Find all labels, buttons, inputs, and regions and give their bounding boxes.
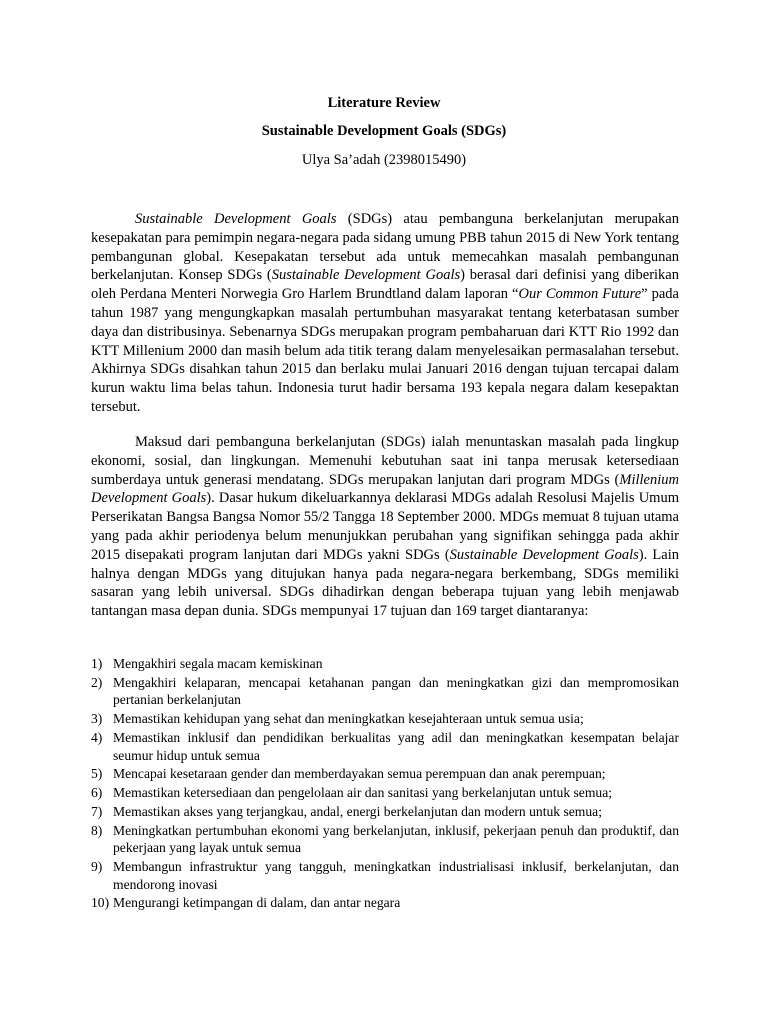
goals-list: [91, 655, 679, 913]
term-italic: Sustainable Development Goals: [449, 546, 639, 563]
paragraph-text: Maksud dari pembanguna berkelanjutan (SDGs) ialah menuntaskan masalah pada lingkup ekonomi, sosial, dan lingkungan. Memenuhi kebutuhan saat ini tanpa merusak ketersediaan sumberdaya untuk generasi mendatang. SDGs merupakan lanjutan dari program MDGs (: [91, 434, 679, 488]
list-item: [91, 710, 679, 728]
term-italic: Millenium Development Goals: [91, 471, 679, 507]
list-number: 6): [91, 785, 103, 801]
list-item: [91, 674, 679, 709]
list-number: 8): [91, 822, 103, 838]
list-text: Memastikan kehidupan yang sehat dan meningkatkan kesejahteraan untuk semua usia;: [113, 711, 584, 727]
list-text: Memastikan inklusif dan pendidikan berkualitas yang adil dan meningkatkan kesempatan belajar seumur hidup untuk semua: [113, 729, 679, 763]
list-text: Memastikan ketersediaan dan pengelolaan air dan sanitasi yang berkelanjutan untuk semua;: [113, 785, 613, 801]
paragraph-text: ) berasal dari definisi yang diberikan oleh Perdana Menteri Norwegia Gro Harlem Brundtland dalam laporan “: [91, 267, 679, 303]
list-number: 9): [91, 859, 103, 875]
document-author: Ulya Sa’adah (2398015490): [301, 152, 467, 168]
paragraph-2: [91, 433, 679, 621]
term-italic: Sustainable Development Goals: [271, 267, 461, 284]
paragraph-text: ” pada tahun 1987 yang mengungkapkan masalah pertumbuhan masyarakat tentang keterbatasan sumber daya dan distribusinya. Sebenarnya SDGs merupakan program pembaharuan dari KTT Rio 1992 dan KTT Millenium 2000 dan masih belum ada titik terang dalam menyelesaikan permasalahan tersebut. Akhirnya SDGs disahkan tahun 2015 dan berlaku mulai Januari 2016 dengan tujuan tercapai dalam kurun waktu lima belas tahun. Indonesia turut hadir bersama 193 kepala negara dalam kesepaktan tersebut.: [91, 286, 679, 415]
document-title: Literature Review: [327, 95, 441, 111]
paragraph-text: ). Dasar hukum dikeluarkannya deklarasi MDGs adalah Resolusi Majelis Umum Perserikatan Bangsa Bangsa Nomor 55/2 Tangga 18 September 2000. MDGs memuat 8 tujuan utama yang pada akhir periodenya belum menunjukkan perubahan yang signifikan sehingga pada akhir 2015 disepakati program lanjutan dari MDGs yakni SDGs (: [91, 490, 679, 563]
paragraph-text: (SDGs) atau pembanguna berkelanjutan merupakan kesepakatan para pemimpin negara-negara pada sidang umung PBB tahun 2015 di New York tentang pembangunan global. Kesepakatan tersebut ada untuk memecahkan masalah pembangunan berkelanjutan. Konsep SDGs (: [91, 211, 679, 284]
list-text: Mengakhiri segala macam kemiskinan: [113, 656, 323, 671]
list-item: [91, 655, 679, 673]
term-italic: Sustainable Development Goals: [135, 211, 337, 227]
list-number: 5): [91, 766, 103, 782]
list-item: [91, 803, 679, 821]
list-item: [91, 784, 679, 802]
list-item: [91, 822, 679, 857]
term-italic: Our Common Future: [518, 286, 642, 303]
list-number: 7): [91, 803, 103, 819]
list-text: Mengakhiri kelaparan, mencapai ketahanan pangan dan meningkatkan gizi dan mempromosikan pertanian berkelanjutan: [113, 674, 679, 708]
list-text: Memastikan akses yang terjangkau, andal, energi berkelanjutan dan modern untuk semua;: [113, 803, 602, 819]
list-text: Mencapai kesetaraan gender dan memberdayakan semua perempuan dan anak perempuan;: [113, 766, 606, 782]
paragraph-text: ). Lain halnya dengan MDGs yang ditujukan hanya pada negara-negara berkembang, SDGs memiliki sasaran yang lebih universal. SDGs dihadirkan dengan beberapa tujuan yang lebih menjawab tantangan masa depan dunia. SDGs mempunyai 17 tujuan dan 169 target diantaranya:: [91, 546, 679, 620]
list-number: 10): [91, 895, 110, 911]
paragraph-1: [91, 210, 679, 417]
list-item: [91, 894, 679, 912]
document-subtitle: Sustainable Development Goals (SDGs): [261, 123, 507, 139]
list-text: Membangun infrastruktur yang tangguh, meningkatkan industrialisasi inklusif, berkelanjutan, dan mendorong inovasi: [113, 859, 679, 892]
list-number: 1): [91, 656, 103, 671]
list-number: 3): [91, 711, 103, 727]
list-text: Mengurangi ketimpangan di dalam, dan antar negara: [113, 895, 401, 911]
list-item: [91, 858, 679, 893]
list-number: 4): [91, 729, 103, 745]
list-item: [91, 729, 679, 764]
list-number: 2): [91, 674, 103, 690]
list-item: [91, 765, 679, 783]
list-text: Meningkatkan pertumbuhan ekonomi yang berkelanjutan, inklusif, pekerjaan penuh dan produktif, dan pekerjaan yang layak untuk semua: [113, 822, 679, 856]
